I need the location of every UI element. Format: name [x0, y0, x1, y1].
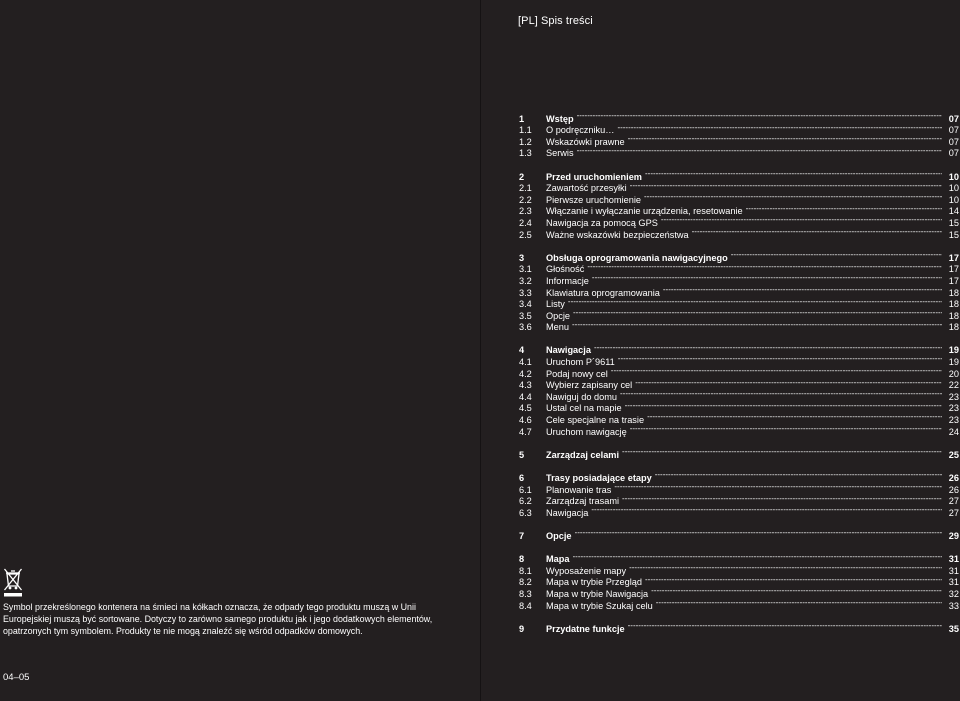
toc-leader-dashes [630, 423, 942, 435]
toc-number: 3.4 [519, 299, 532, 310]
toc-number: 4.4 [519, 391, 532, 402]
toc-number: 4.6 [519, 415, 532, 426]
crossed-out-wheelie-bin-icon [3, 567, 23, 597]
toc-chapter-row[interactable] [519, 110, 959, 122]
toc-page-number: 07 [948, 113, 959, 124]
toc-leader-dashes [592, 272, 942, 284]
toc-title: Mapa w trybie Nawigacja [546, 588, 649, 599]
toc-title: Mapa w trybie Przegląd [546, 577, 643, 588]
toc-number: 2.5 [519, 229, 532, 240]
toc-title: Mapa w trybie Szukaj celu [546, 600, 653, 611]
toc-leader-dashes [628, 620, 942, 632]
toc-leader-dashes [647, 411, 942, 423]
toc-leader-dashes [746, 203, 942, 215]
toc-title: Nawigacja za pomocą GPS [546, 217, 658, 228]
toc-number: 6.3 [519, 507, 532, 518]
toc-page-number: 29 [948, 530, 959, 541]
toc-title: Opcje [546, 310, 571, 321]
toc-number: 8.3 [519, 588, 532, 599]
toc-chapter-row[interactable] [519, 249, 959, 261]
toc-page-number: 07 [948, 136, 959, 147]
toc-number: 2 [519, 171, 525, 182]
toc-leader-dashes [614, 481, 942, 493]
toc-page-number: 17 [948, 264, 959, 275]
toc-number: 4.7 [519, 426, 532, 437]
toc-gap [519, 156, 959, 168]
toc-title: Ważne wskazówki bezpieczeństwa [546, 229, 689, 240]
toc-leader-dashes [731, 249, 942, 261]
toc-leader-dashes [611, 365, 942, 377]
toc-page-number: 31 [948, 565, 959, 576]
toc-page-number: 18 [948, 322, 959, 333]
toc-title: O podręczniku… [546, 125, 615, 136]
toc-number: 8.1 [519, 565, 532, 576]
toc-number: 6.1 [519, 484, 532, 495]
toc-title: Planowanie tras [546, 484, 612, 495]
toc-leader-dashes [656, 597, 942, 609]
toc-number: 1.3 [519, 148, 532, 159]
toc-title: Listy [546, 299, 565, 310]
toc-title: Zarządzaj trasami [546, 496, 620, 507]
toc-chapter-row[interactable] [519, 527, 959, 539]
toc-leader-dashes [628, 133, 942, 145]
toc-leader-dashes [620, 388, 942, 400]
toc-title: Uruchom P´9611 [546, 357, 615, 368]
toc-page-number: 27 [948, 507, 959, 518]
toc-chapter-row[interactable] [519, 620, 959, 632]
toc-title: Mapa [546, 554, 570, 565]
toc-number: 3.1 [519, 264, 532, 275]
toc-number: 8 [519, 554, 525, 565]
toc-chapter-row[interactable] [519, 342, 959, 354]
toc-number: 8.2 [519, 577, 532, 588]
toc-page-number: 15 [948, 217, 959, 228]
toc-number: 4.2 [519, 368, 532, 379]
toc-title: Ustal cel na mapie [546, 403, 622, 414]
weee-disposal-notice: Symbol przekreślonego kontenera na śmieci na kółkach oznacza, że odpady tego produktu muszą w Unii Europejskiej muszą być sortowane. Dotyczy to zarówno samego produktu jak i jego dodatkowych elementów, opatrzonych tym symbolem. Produkty te nie mogą znaleźć się wśród odpadków domowych. [3, 602, 433, 636]
toc-leader-dashes [618, 353, 942, 365]
toc-leader-dashes [630, 180, 942, 192]
toc-leader-dashes [629, 562, 942, 574]
toc-page-number: 26 [948, 473, 959, 483]
toc-title: Uruchom nawigację [546, 426, 627, 437]
toc-title: Zawartość przesyłki [546, 183, 627, 194]
toc-gap [519, 330, 959, 342]
toc-number: 6 [519, 473, 525, 483]
toc-leader-dashes [692, 226, 942, 238]
toc-chapter-row[interactable] [519, 446, 959, 458]
toc-number: 3.6 [519, 322, 532, 333]
toc-title: Pierwsze uruchomienie [546, 194, 641, 205]
toc-leader-dashes [622, 493, 942, 505]
toc-title: Cele specjalne na trasie [546, 415, 645, 426]
toc-page-number: 18 [948, 310, 959, 321]
toc-section-row[interactable] [519, 319, 959, 331]
toc-title: Trasy posiadające etapy [546, 473, 652, 483]
toc-page-number: 17 [948, 252, 959, 263]
toc-title: Nawiguj do domu [546, 391, 617, 402]
toc-page-number: 33 [948, 600, 959, 611]
toc-page-number: 23 [948, 391, 959, 402]
toc-page-number: 10 [948, 171, 959, 182]
toc-number: 1 [519, 113, 525, 124]
toc-leader-dashes [644, 191, 942, 203]
toc-page-number: 24 [948, 426, 959, 437]
toc-title: Zarządzaj celami [546, 449, 620, 460]
toc-title: Przydatne funkcje [546, 623, 625, 634]
toc-title: Serwis [546, 148, 574, 159]
toc-title: Wybierz zapisany cel [546, 380, 633, 391]
toc-page-number: 22 [948, 380, 959, 391]
toc-title: Przed uruchomieniem [546, 171, 642, 182]
toc-page-number: 23 [948, 415, 959, 426]
toc-section-row[interactable] [519, 296, 959, 308]
toc-leader-dashes [572, 319, 942, 331]
toc-leader-dashes [625, 400, 942, 412]
toc-page-number: 14 [948, 206, 959, 217]
toc-leader-dashes [587, 261, 942, 273]
toc-title: Nawigacja [546, 345, 591, 356]
toc-number: 2.3 [519, 206, 532, 217]
toc-page-number: 32 [948, 588, 959, 599]
toc-page-number: 07 [948, 125, 959, 136]
toc-title: Obsługa oprogramowania nawigacyjnego [546, 252, 728, 263]
toc-leader-dashes [577, 145, 942, 157]
toc-number: 1.1 [519, 125, 532, 136]
toc-leader-dashes [661, 214, 942, 226]
toc-number: 8.4 [519, 600, 532, 611]
toc-number: 6.2 [519, 496, 532, 507]
toc-chapter-row[interactable] [519, 551, 959, 563]
toc-leader-dashes [622, 446, 942, 458]
toc-number: 2.2 [519, 194, 532, 205]
toc-title: Podaj nowy cel [546, 368, 608, 379]
toc-leader-dashes [651, 585, 942, 597]
toc-number: 4 [519, 345, 525, 356]
toc-page-number: 18 [948, 287, 959, 298]
toc-number: 4.3 [519, 380, 532, 391]
toc-page-number: 07 [948, 148, 959, 159]
toc-leader-dashes [568, 296, 942, 308]
toc-leader-dashes [635, 377, 942, 389]
toc-page-number: 19 [948, 357, 959, 368]
toc-page-number: 31 [948, 554, 959, 565]
toc-title: Informacje [546, 275, 589, 286]
toc-leader-dashes [645, 574, 942, 586]
toc-leader-dashes [577, 110, 942, 122]
toc-leader-dashes [573, 307, 942, 319]
toc-title: Głośność [546, 264, 585, 275]
toc-section-row[interactable] [519, 122, 959, 134]
toc-number: 5 [519, 449, 525, 460]
toc-number: 4.1 [519, 357, 532, 368]
toc-leader-dashes [645, 168, 942, 180]
toc-number: 3.2 [519, 275, 532, 286]
toc-number: 3 [519, 252, 525, 263]
toc-page-number: 23 [948, 403, 959, 414]
toc-section-row[interactable] [519, 307, 959, 319]
page-numbers: 04–05 [3, 672, 30, 683]
toc-title: Wstęp [546, 113, 574, 124]
language-tag: [PL] [518, 15, 538, 27]
toc-leader-dashes [655, 469, 942, 481]
toc-chapter-row[interactable] [519, 469, 959, 481]
toc-number: 1.2 [519, 136, 532, 147]
toc-page-number: 10 [948, 183, 959, 194]
toc-leader-dashes [575, 527, 942, 539]
toc-section-row[interactable] [519, 562, 959, 574]
toc-number: 3.3 [519, 287, 532, 298]
table-of-contents [519, 110, 959, 632]
toc-number: 2.4 [519, 217, 532, 228]
toc-chapter-row[interactable] [519, 168, 959, 180]
page-title: Spis treści [540, 15, 593, 27]
page-header [518, 15, 593, 27]
toc-page-number: 18 [948, 299, 959, 310]
toc-gap [519, 539, 959, 551]
toc-page-number: 15 [948, 229, 959, 240]
toc-page-number: 25 [948, 449, 959, 460]
toc-title: Wskazówki prawne [546, 136, 625, 147]
toc-section-row[interactable] [519, 145, 959, 157]
toc-page-number: 19 [948, 345, 959, 356]
toc-number: 3.5 [519, 310, 532, 321]
toc-page-number: 31 [948, 577, 959, 588]
toc-page-number: 35 [948, 623, 959, 634]
toc-page-number: 27 [948, 496, 959, 507]
toc-leader-dashes [573, 551, 943, 563]
toc-title: Menu [546, 322, 569, 333]
toc-title: Wyposażenie mapy [546, 565, 627, 576]
toc-title: Opcje [546, 530, 572, 541]
toc-leader-dashes [617, 122, 942, 134]
toc-number: 7 [519, 530, 525, 541]
toc-number: 2.1 [519, 183, 532, 194]
toc-title: Nawigacja [546, 507, 589, 518]
toc-leader-dashes [591, 504, 942, 516]
toc-page-number: 26 [948, 484, 959, 495]
toc-leader-dashes [594, 342, 942, 354]
toc-number: 4.5 [519, 403, 532, 414]
toc-page-number: 20 [948, 368, 959, 379]
toc-page-number: 10 [948, 194, 959, 205]
toc-number: 9 [519, 623, 525, 634]
toc-page-number: 17 [948, 275, 959, 286]
toc-title: Klawiatura oprogramowania [546, 287, 660, 298]
toc-title: Włączanie i wyłączanie urządzenia, resetowanie [546, 206, 743, 217]
toc-leader-dashes [663, 284, 942, 296]
